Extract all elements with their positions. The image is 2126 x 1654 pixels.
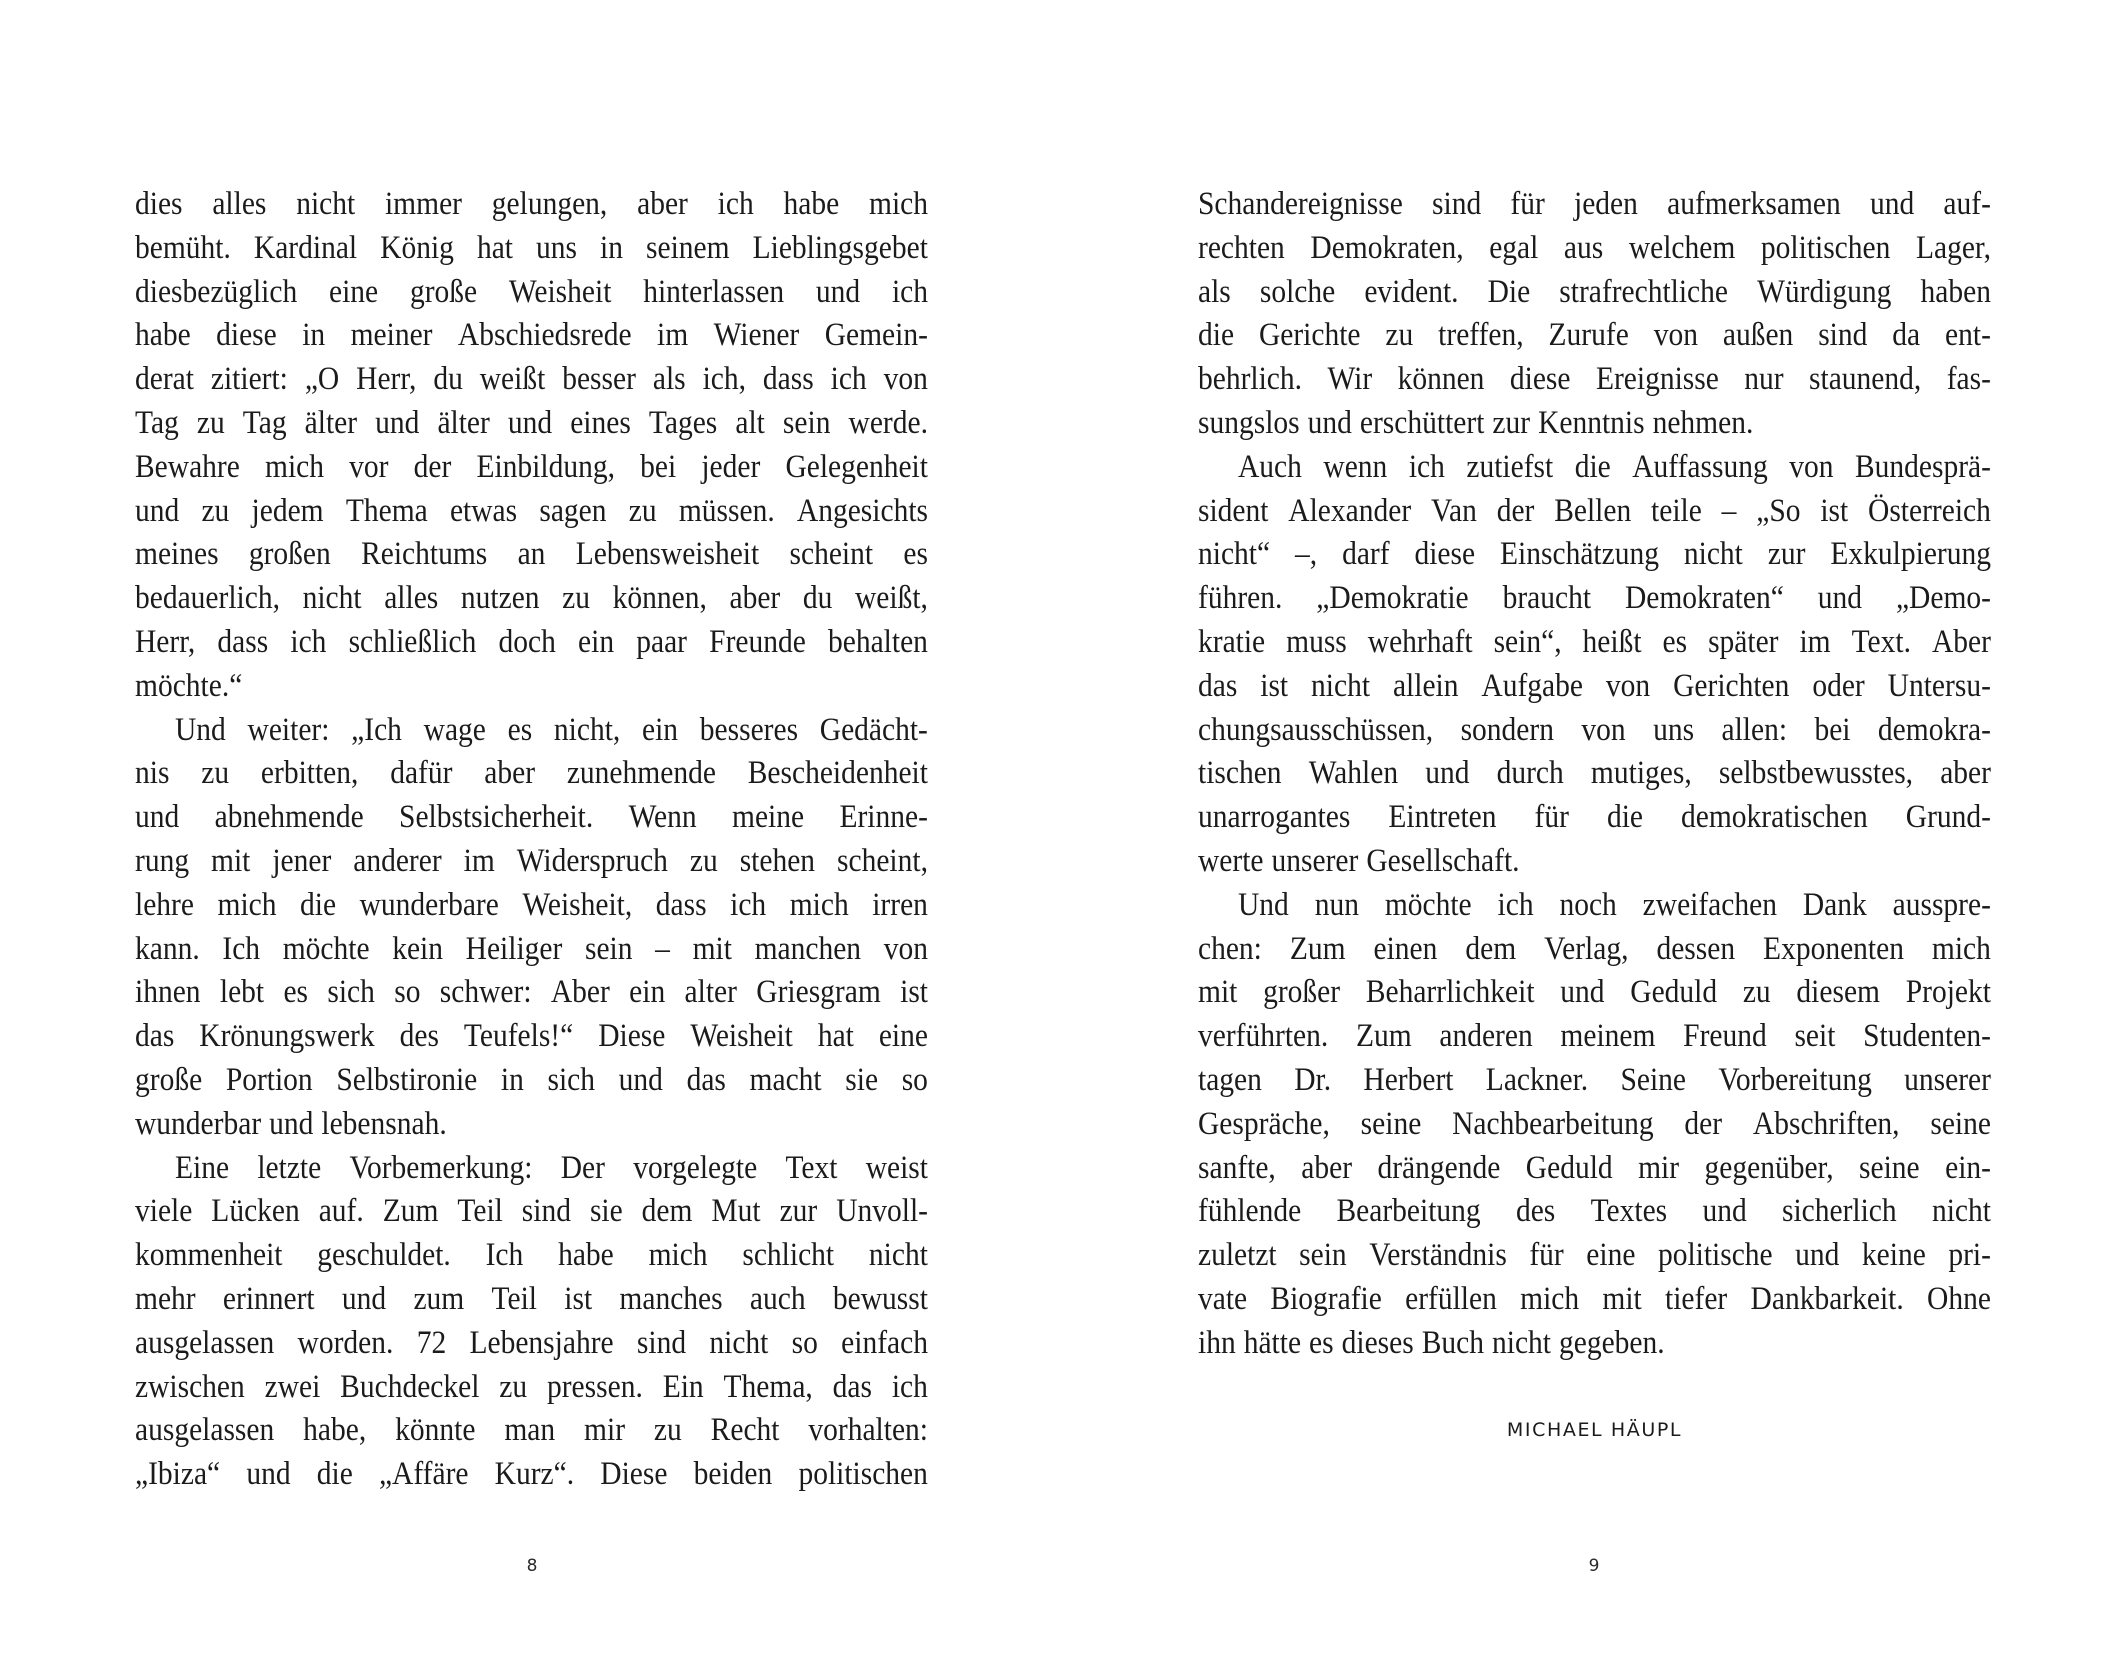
text-line: sungslos und erschüttert zur Kenntnis nehmen. (1198, 404, 1754, 441)
right-page-body-text (1198, 183, 1991, 1366)
text-line: chen: Zum einen dem Verlag, dessen Exponenten mich (1198, 930, 1991, 967)
text-line: führen. „Demokratie braucht Demokraten“ und „Demo- (1198, 580, 1991, 616)
author-signature: MICHAEL HÄUPL (1506, 1419, 1683, 1441)
text-line: wunderbar und lebensnah. (135, 1105, 447, 1142)
text-line: kratie muss wehrhaft sein“, heißt es später im Text. Aber (1198, 623, 1991, 660)
text-line: Tag zu Tag älter und älter und eines Tages alt sein werde. (135, 404, 928, 441)
text-line: Und weiter: „Ich wage es nicht, ein besseres Gedächt- (175, 711, 928, 748)
text-line: chungsausschüssen, sondern von uns allen: bei demokra- (1198, 711, 1991, 748)
text-line: „Ibiza“ und die „Affäre Kurz“. Diese beiden politischen (135, 1456, 928, 1492)
text-line: lehre mich die wunderbare Weisheit, dass ich mich irren (135, 886, 928, 923)
text-line: vate Biografie erfüllen mich mit tiefer Dankbarkeit. Ohne (1198, 1280, 1991, 1317)
text-line: unarrogantes Eintreten für die demokratischen Grund- (1198, 799, 1991, 835)
text-line: ihn hätte es dieses Buch nicht gegeben. (1198, 1324, 1665, 1361)
text-line: Auch wenn ich zutiefst die Auffassung von Bundesprä- (1238, 448, 1991, 485)
text-line: zwischen zwei Buchdeckel zu pressen. Ein Thema, das ich (135, 1368, 928, 1405)
text-line: werte unserer Gesellschaft. (1198, 842, 1520, 879)
text-line: viele Lücken auf. Zum Teil sind sie dem Mut zur Unvoll- (135, 1193, 928, 1230)
page-number-right: 9 (1588, 1556, 1600, 1576)
text-line: ausgelassen worden. 72 Lebensjahre sind nicht so einfach (135, 1324, 928, 1361)
page-number-left: 8 (526, 1556, 538, 1576)
text-line: das Krönungswerk des Teufels!“ Diese Weisheit hat eine (135, 1018, 928, 1054)
text-line: ihnen lebt es sich so schwer: Aber ein alter Griesgram ist (135, 974, 928, 1011)
paragraph (1198, 884, 1991, 1366)
text-line: diesbezüglich eine große Weisheit hinterlassen und ich (135, 273, 928, 310)
text-line: nicht“ –, darf diese Einschätzung nicht zur Exkulpierung (1198, 536, 1991, 573)
text-line: Eine letzte Vorbemerkung: Der vorgelegte Text weist (175, 1149, 928, 1186)
text-line: rechten Demokraten, egal aus welchem politischen Lager, (1198, 229, 1991, 266)
text-line: ausgelassen habe, könnte man mir zu Recht vorhalten: (135, 1412, 928, 1449)
text-line: Bewahre mich vor der Einbildung, bei jeder Gelegenheit (135, 448, 928, 485)
text-line: und abnehmende Selbstsicherheit. Wenn meine Erinne- (135, 799, 928, 835)
paragraph (135, 183, 928, 709)
paragraph (135, 709, 928, 1147)
text-line: große Portion Selbstironie in sich und das macht sie so (135, 1061, 928, 1098)
text-line: die Gerichte zu treffen, Zurufe von außen sind da ent- (1198, 317, 1991, 354)
text-line: kommenheit geschuldet. Ich habe mich schlicht nicht (135, 1237, 928, 1273)
text-line: meines großen Reichtums an Lebensweisheit scheint es (135, 536, 928, 573)
right-page (1063, 0, 2126, 1654)
text-line: nis zu erbitten, dafür aber zunehmende Bescheidenheit (135, 755, 928, 792)
text-line: sanfte, aber drängende Geduld mir gegenüber, seine ein- (1198, 1149, 1991, 1186)
text-line: zuletzt sein Verständnis für eine politische und keine pri- (1198, 1237, 1991, 1273)
text-line: rung mit jener anderer im Widerspruch zu stehen scheint, (135, 842, 928, 879)
text-line: bemüht. Kardinal König hat uns in seinem Lieblingsgebet (135, 229, 928, 266)
text-line: Und nun möchte ich noch zweifachen Dank ausspre- (1238, 886, 1991, 923)
text-line: kann. Ich möchte kein Heiliger sein – mit manchen von (135, 930, 928, 967)
text-line: verführten. Zum anderen meinem Freund seit Studenten- (1198, 1018, 1991, 1054)
text-line: habe diese in meiner Abschiedsrede im Wiener Gemein- (135, 317, 928, 354)
text-line: Gespräche, seine Nachbearbeitung der Abschriften, seine (1198, 1105, 1991, 1142)
text-line: Herr, dass ich schließlich doch ein paar Freunde behalten (135, 623, 928, 660)
text-line: dies alles nicht immer gelungen, aber ich habe mich (135, 185, 928, 222)
text-line: bedauerlich, nicht alles nutzen zu können, aber du weißt, (135, 580, 928, 616)
text-line: sident Alexander Van der Bellen teile – „So ist Österreich (1198, 492, 1991, 529)
text-line: derat zitiert: „O Herr, du weißt besser als ich, dass ich von (135, 361, 928, 397)
text-line: das ist nicht allein Aufgabe von Gerichten oder Untersu- (1198, 667, 1991, 704)
text-line: fühlende Bearbeitung des Textes und sicherlich nicht (1198, 1193, 1991, 1230)
left-page-body-text (135, 183, 928, 1497)
paragraph (1198, 183, 1991, 446)
text-line: mit großer Beharrlichkeit und Geduld zu diesem Projekt (1198, 974, 1991, 1011)
text-line: behrlich. Wir können diese Ereignisse nur staunend, fas- (1198, 361, 1991, 397)
paragraph (135, 1147, 928, 1497)
text-line: und zu jedem Thema etwas sagen zu müssen. Angesichts (135, 492, 928, 529)
text-line: Schandereignisse sind für jeden aufmerksamen und auf- (1198, 185, 1991, 222)
paragraph (1198, 446, 1991, 884)
text-line: möchte.“ (135, 667, 243, 704)
text-line: als solche evident. Die strafrechtliche Würdigung haben (1198, 273, 1991, 310)
text-line: tischen Wahlen und durch mutiges, selbstbewusstes, aber (1198, 755, 1991, 792)
text-line: tagen Dr. Herbert Lackner. Seine Vorbereitung unserer (1198, 1061, 1991, 1098)
text-line: mehr erinnert und zum Teil ist manches auch bewusst (135, 1280, 928, 1317)
